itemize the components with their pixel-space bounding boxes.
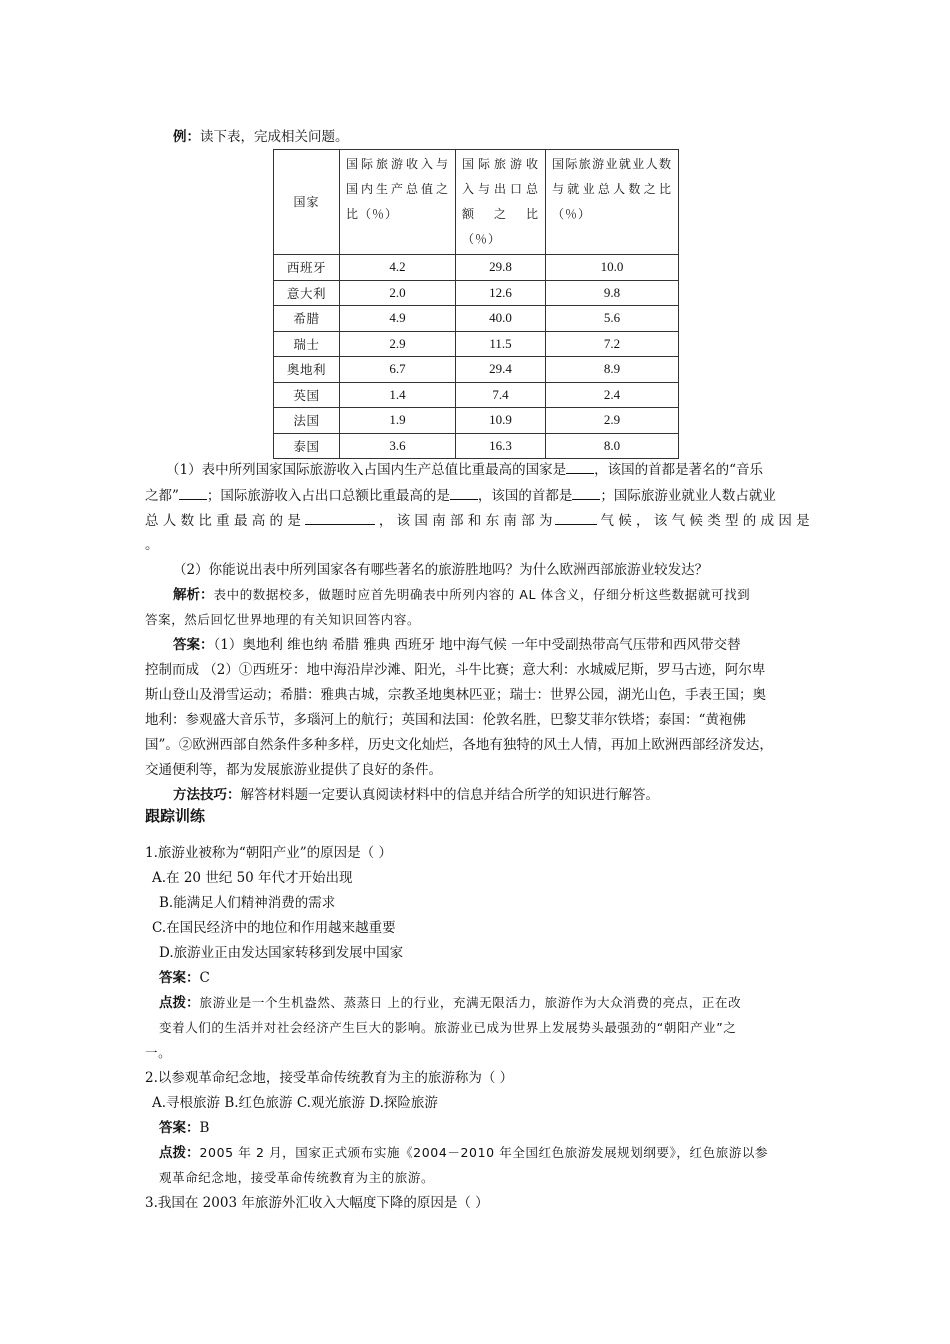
- section-title: 跟踪训练: [145, 807, 206, 825]
- analysis-line-1: 解析：表中的数据校多，做题时应首先明确表中所列内容的 AL 体含义，仔细分析这些数据就可找到: [173, 587, 751, 603]
- cell-country: 法国: [274, 408, 340, 434]
- cell-export: 11.5: [456, 331, 546, 357]
- cell-employ: 2.4: [546, 382, 679, 408]
- answer-blank: [450, 485, 478, 500]
- exercise-1-option-d: D.旅游业正由发达国家转移到发展中国家: [159, 945, 404, 961]
- example-label: 例：: [173, 129, 200, 145]
- q1-line-4: 。: [145, 537, 159, 553]
- table-row: [274, 357, 679, 383]
- cell-gdp: 3.6: [340, 433, 456, 459]
- exercise-1-tip-1: 点拨：旅游业是一个生机盎然、蒸蒸日 上的行业，充满无限活力，旅游作为大众消费的亮点，正在改: [159, 995, 742, 1011]
- answer-line-4: 地利：参观盛大音乐节，多瑙河上的航行；英国和法国：伦敦名胜，巴黎艾菲尔铁塔；泰国：“黄袍佛: [145, 712, 746, 728]
- exercise-2-stem: 2.以参观革命纪念地，接受革命传统教育为主的旅游称为（ ）: [145, 1070, 514, 1086]
- table-row: [274, 433, 679, 459]
- cell-country: 西班牙: [274, 255, 340, 281]
- table-row: [274, 306, 679, 332]
- cell-country: 希腊: [274, 306, 340, 332]
- header-gdp-ratio: 国际旅游收入与国内生产总值之比（％）: [340, 150, 456, 255]
- cell-gdp: 4.2: [340, 255, 456, 281]
- exercise-2-options: A.寻根旅游 B.红色旅游 C.观光旅游 D.探险旅游: [152, 1095, 438, 1111]
- cell-employ: 7.2: [546, 331, 679, 357]
- answer-blank: [179, 485, 207, 500]
- cell-gdp: 2.9: [340, 331, 456, 357]
- cell-employ: 2.9: [546, 408, 679, 434]
- q1-line-2: 之都” ；国际旅游收入占出口总额比重最高的是 ，该国的首都是 ；国际旅游业就业人数占就业: [145, 485, 776, 506]
- cell-export: 7.4: [456, 382, 546, 408]
- answer-blank: [566, 459, 594, 474]
- cell-employ: 5.6: [546, 306, 679, 332]
- cell-employ: 8.0: [546, 433, 679, 459]
- exercise-2-answer: 答案：B: [159, 1120, 210, 1136]
- cell-export: 29.4: [456, 357, 546, 383]
- cell-country: 瑞士: [274, 331, 340, 357]
- answer-label: 答案：: [173, 637, 214, 653]
- cell-country: 奥地利: [274, 357, 340, 383]
- table-row: [274, 255, 679, 281]
- method-line: 方法技巧：解答材料题一定要认真阅读材料中的信息并结合所学的知识进行解答。: [173, 787, 659, 803]
- analysis-label: 解析：: [173, 587, 214, 603]
- exercise-1-option-c: C.在国民经济中的地位和作用越来越重要: [152, 920, 396, 936]
- exercise-1-option-b: B.能满足人们精神消费的需求: [159, 895, 336, 911]
- answer-blank: [305, 510, 375, 525]
- exercise-1-stem: 1.旅游业被称为“朝阳产业”的原因是（ ）: [145, 845, 392, 861]
- table-row: [274, 408, 679, 434]
- exercise-3-stem: 3.我国在 2003 年旅游外汇收入大幅度下降的原因是（ ）: [145, 1195, 489, 1211]
- answer-line-3: 斯山登山及滑雪运动；希腊：雅典古城，宗教圣地奥林匹亚；瑞士：世界公园，湖光山色，手表王国；奥: [145, 687, 766, 703]
- answer-blank: [572, 485, 600, 500]
- tourism-data-table: [273, 149, 679, 459]
- cell-employ: 8.9: [546, 357, 679, 383]
- table-header-row: [274, 150, 679, 255]
- q1-line-1: （1）表中所列国家国际旅游收入占国内生产总值比重最高的国家是 ，该国的首都是著名的“音乐: [166, 459, 763, 480]
- table-row: [274, 331, 679, 357]
- cell-gdp: 6.7: [340, 357, 456, 383]
- cell-country: 泰国: [274, 433, 340, 459]
- q1-line-3: 总 人 数 比 重 最 高 的 是 ， 该 国 南 部 和 东 南 部 为 气 候 ， 该 气 候 类 型 的 成 因 是: [145, 510, 810, 531]
- exercise-1-tip-2: 变着人们的生活并对社会经济产生巨大的影响。旅游业已成为世界上发展势头最强劲的“朝阳产业”之: [159, 1020, 737, 1035]
- answer-line-1: 答案：（1）奥地利 维也纳 希腊 雅典 西班牙 地中海气候 一年中受副热带高气压带和西风带交替: [173, 637, 741, 653]
- method-label: 方法技巧：: [173, 787, 241, 803]
- cell-gdp: 2.0: [340, 280, 456, 306]
- header-employment-ratio: 国际旅游业就业人数与就业总人数之比（％）: [546, 150, 679, 255]
- exercise-1-tip-3: 一。: [145, 1045, 172, 1060]
- cell-export: 10.9: [456, 408, 546, 434]
- cell-export: 29.8: [456, 255, 546, 281]
- cell-gdp: 1.9: [340, 408, 456, 434]
- header-export-ratio: 国际旅游收入与出口总额 之 比（％）: [456, 150, 546, 255]
- answer-line-5: 国”。②欧洲西部自然条件多种多样，历史文化灿烂，各地有独特的风土人情，再加上欧洲西部经济发达，: [145, 737, 773, 753]
- table-row: [274, 382, 679, 408]
- q2-line: （2）你能说出表中所列国家各有哪些著名的旅游胜地吗？为什么欧洲西部旅游业较发达？: [173, 562, 709, 578]
- cell-export: 40.0: [456, 306, 546, 332]
- cell-employ: 10.0: [546, 255, 679, 281]
- exercise-2-tip-2: 观革命纪念地，接受革命传统教育为主的旅游。: [159, 1170, 435, 1185]
- example-line: [173, 127, 349, 147]
- exercise-1-option-a: A.在 20 世纪 50 年代才开始出现: [152, 870, 353, 886]
- cell-export: 16.3: [456, 433, 546, 459]
- cell-export: 12.6: [456, 280, 546, 306]
- answer-blank: [555, 510, 597, 525]
- analysis-line-2: 答案，然后回忆世界地理的有关知识回答内容。: [145, 612, 421, 627]
- cell-gdp: 4.9: [340, 306, 456, 332]
- cell-country: 意大利: [274, 280, 340, 306]
- cell-gdp: 1.4: [340, 382, 456, 408]
- answer-line-6: 交通便利等，都为发展旅游业提供了良好的条件。: [145, 762, 442, 778]
- exercise-2-tip-1: 点拨：2005 年 2 月，国家正式颁布实施《2004－2010 年全国红色旅游发展规划纲要》，红色旅游以参: [159, 1145, 769, 1161]
- exercise-1-answer: 答案：C: [159, 970, 210, 986]
- cell-country: 英国: [274, 382, 340, 408]
- cell-employ: 9.8: [546, 280, 679, 306]
- answer-line-2: 控制而成 （2）①西班牙：地中海沿岸沙滩、阳光，斗牛比赛；意大利：水城威尼斯，罗马古迹，阿尔卑: [145, 662, 766, 678]
- header-country: 国家: [274, 150, 340, 255]
- example-prompt: 读下表，完成相关问题。: [200, 129, 349, 145]
- table-row: [274, 280, 679, 306]
